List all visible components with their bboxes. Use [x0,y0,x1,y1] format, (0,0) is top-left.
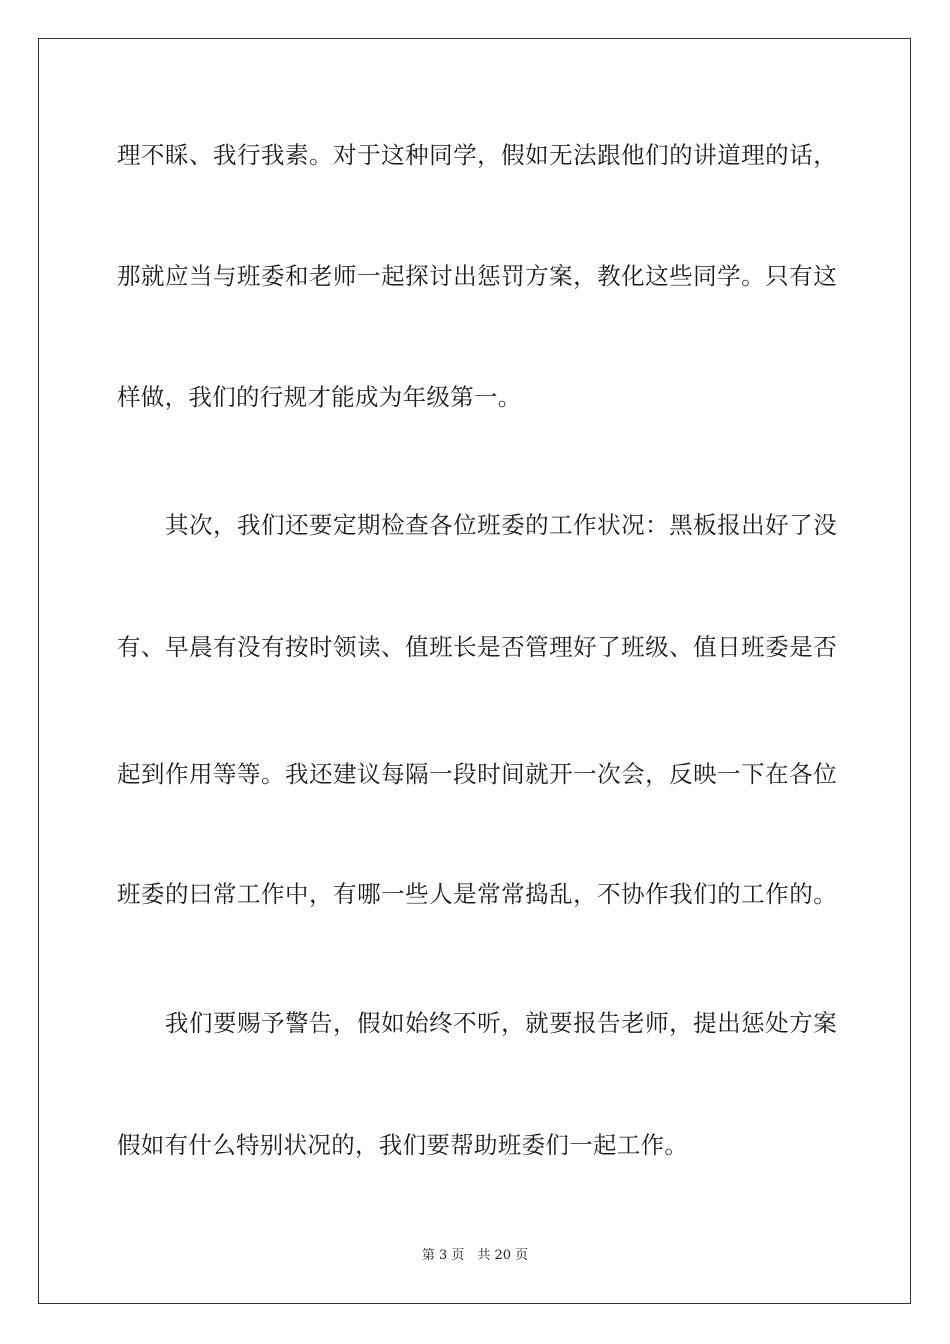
page-number-footer: 第 3 页 共 20 页 [421,1248,529,1263]
text-line: 起到作用等等。我还建议每隔一段时间就开一次会，反映一下在各位 [117,760,837,788]
text-line: 班委的曰常工作中，有哪一些人是常常捣乱，不协作我们的工作的。 [117,880,837,908]
text-line: 那就应当与班委和老师一起探讨出惩罚方案，教化这些同学。只有这 [117,262,837,290]
text-line: 样做，我们的行规才能成为年级第一。 [117,383,522,411]
text-line: 假如有什么特别状况的，我们要帮助班委们一起工作。 [117,1131,689,1159]
text-line: 其次，我们还要定期检查各位班委的工作状况：黑板报出好了没 [165,511,837,539]
text-line: 有、早晨有没有按时领读、值班长是否管理好了班级、值日班委是否 [117,633,837,661]
text-line: 理不睬、我行我素。对于这种同学，假如无法跟他们的讲道理的话， [117,141,837,169]
page-border [38,38,911,1304]
text-line: 我们要赐予警告，假如始终不听，就要报告老师，提出惩处方案 [165,1009,837,1037]
